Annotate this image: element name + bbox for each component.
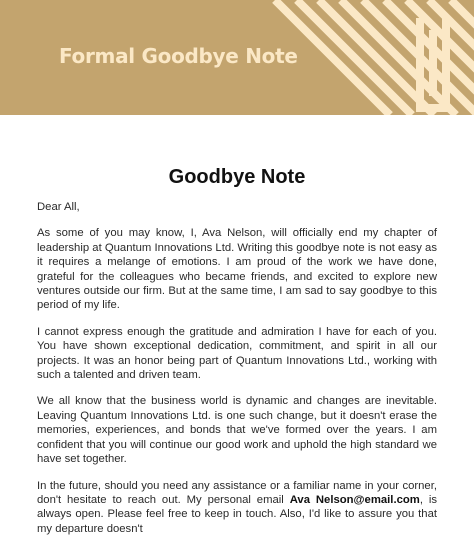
banner-title: Formal Goodbye Note xyxy=(59,44,298,68)
email-address[interactable]: Ava Nelson@email.com xyxy=(289,493,420,506)
document-title: Goodbye Note xyxy=(168,166,306,188)
greeting: Dear All, xyxy=(37,201,80,213)
paragraph-4-start: In the future, should you need any assistance or a familiar name in your corner, don't hesitate to reach out. My personal email xyxy=(37,479,437,506)
header-banner xyxy=(0,0,474,115)
paragraph-3: We all know that the business world is dynamic and changes are inevitable. Leaving Quantum Innovations Ltd. is one such change, but it doesn't erase the memories, experiences, and bonds that we've formed over the years. I am confident that you will continue our good work and uphold the high standard we have set together. xyxy=(37,395,437,466)
paragraph-4-end: , is always open. Please feel free to keep in touch. Also, I'd like to assure you that my departure doesn't xyxy=(37,493,437,535)
letter-body xyxy=(37,200,437,548)
paragraph-1: As some of you may know, I, Ava Nelson, will officially end my chapter of leadership at Quantum Innovations Ltd. Writing this goodbye note is not easy as it requires a melange of emotions. I am proud of the work we have done, grateful for the colleagues who became friends, and excited to explore new ventures outside our firm. But at the same time, I am sad to say goodbye to this period of my life. xyxy=(37,227,437,312)
paragraph-4 xyxy=(37,479,437,537)
paragraph-2: I cannot express enough the gratitude and admiration I have for each of you. You have shown exceptional dedication, commitment, and spirit in all our projects. It was an honor being part of Quantum Innovations Ltd., working with such a talented and driven team. xyxy=(37,325,437,382)
